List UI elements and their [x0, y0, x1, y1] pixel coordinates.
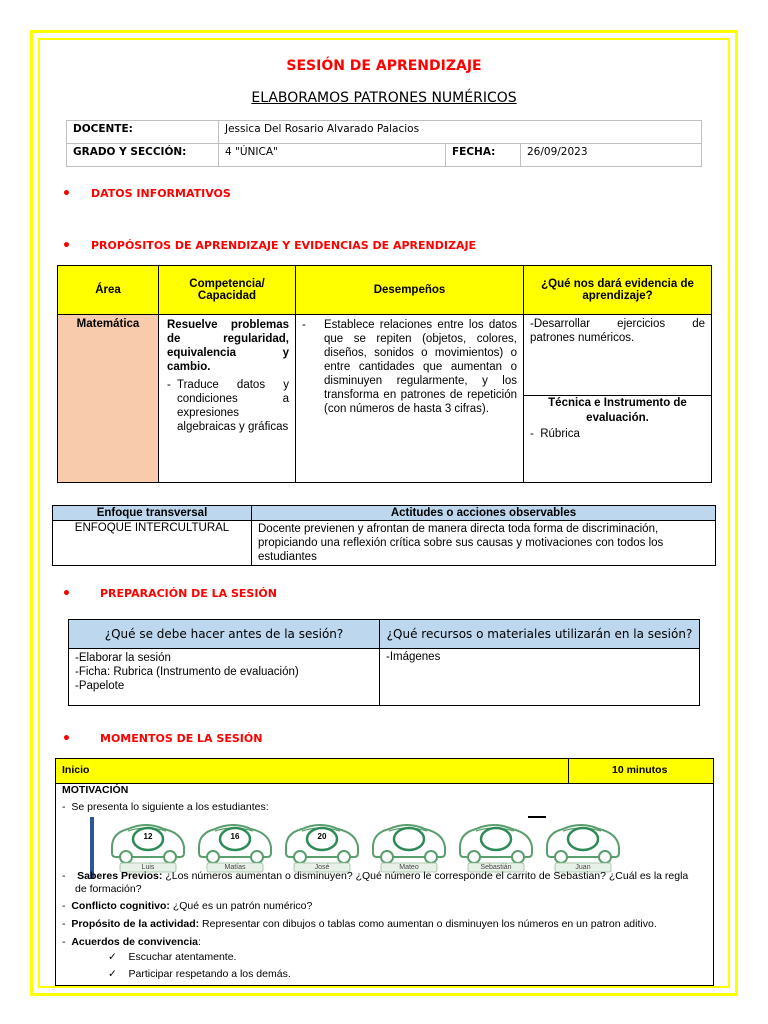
fecha-label: FECHA:	[446, 144, 521, 167]
enfoque-table	[52, 505, 716, 566]
tecnica-title: Técnica e Instrumento de evaluación.	[548, 397, 687, 424]
grado-value: 4 "ÚNICA"	[219, 144, 446, 167]
desempeno-text: Establece relaciones entre los datos que se repiten (objetos, colores, diseños, sonidos o movimientos) o entre cantidades que aumentan o disminuyen regularmente, y los transforma en patrones de repetición (con números de hasta 3 cifras).	[324, 319, 517, 415]
bullet-icon: •	[62, 586, 71, 602]
page-title: SESIÓN DE APRENDIZAJE	[286, 58, 482, 74]
acuerdos-line: - Acuerdos de convivencia:	[62, 936, 201, 948]
fecha-value: 26/09/2023	[521, 144, 702, 167]
desempeno-item: - Establece relaciones entre los datos que se repiten (objetos, colores, diseños, sonidos o movimientos) o entre cantidades que aumentan o disminuyen regularmente, y los transforma en patrones de repetición (con números de hasta 3 cifras).	[302, 319, 517, 415]
proposito-text: Representar con dibujos o tablas como aumentan o disminuyen los números en un patron aditivo.	[202, 918, 657, 930]
conflicto-text: ¿Qué es un patrón numérico?	[172, 900, 313, 912]
car-number: 12	[143, 832, 153, 841]
presenta-value: Se presenta lo siguiente a los estudiantes:	[71, 801, 269, 813]
proposito-label: Propósito de la actividad:	[71, 918, 200, 930]
section-datos-label: DATOS INFORMATIVOS	[91, 187, 231, 200]
bullet-icon: •	[62, 238, 71, 254]
acuerdo-item	[108, 968, 291, 980]
check-icon: ✓	[108, 968, 117, 980]
tecnica-item: - Rúbrica	[530, 428, 580, 440]
presenta-text: - Se presenta lo siguiente a los estudiantes:	[62, 801, 269, 813]
car-name: Juan	[575, 864, 591, 871]
section-propositos-label: PROPÓSITOS DE APRENDIZAJE Y EVIDENCIAS DE APRENDIZAJE	[91, 239, 477, 252]
antes-item: -Elaborar la sesión	[75, 652, 171, 664]
car-name: Luis	[141, 864, 155, 871]
tecnica-value: Rúbrica	[540, 428, 580, 440]
grado-label: GRADO Y SECCIÓN:	[67, 144, 219, 167]
actitud-value: Docente previenen y afrontan de manera directa toda forma de discriminación, propiciando una reflexión crítica sobre sus causas y motivaciones con todos los estudiantes	[252, 521, 716, 566]
car-name: Matías	[224, 864, 246, 871]
capacidad-text: Traduce datos y condiciones a expresiones algebraicas y gráficas	[177, 379, 289, 433]
car-number: 16	[230, 832, 240, 841]
saberes-label: Saberes Previos:	[77, 870, 163, 882]
page-subtitle: ELABORAMOS PATRONES NUMÉRICOS	[251, 90, 517, 106]
area-value: Matemática	[58, 315, 159, 483]
conflicto-line: - Conflicto cognitivo: ¿Qué es un patrón numérico?	[62, 900, 313, 912]
info-table	[66, 120, 702, 167]
header-desempenos: Desempeños	[296, 266, 524, 315]
docente-value: Jessica Del Rosario Alvarado Palacios	[219, 121, 702, 144]
tiempo-label: 10 minutos	[612, 764, 668, 776]
header-actitudes: Actitudes o acciones observables	[252, 506, 716, 521]
evidencia-text: -Desarrollar ejercicios de patrones numéricos.	[524, 315, 711, 396]
competencia-text: Resuelve problemas de regularidad, equivalencia y cambio.	[167, 319, 289, 373]
docente-label: DOCENTE:	[67, 121, 219, 144]
antes-item: -Papelote	[75, 680, 125, 692]
inicio-label: Inicio	[62, 764, 90, 776]
saberes-line: - Saberes Previos: ¿Los números aumentan o disminuyen? ¿Qué número le corresponde el carrito de Sebastian? ¿Cuál es la regla	[62, 870, 689, 882]
header-antes: ¿Qué se debe hacer antes de la sesión?	[69, 620, 380, 649]
capacidad-item: - Traduce datos y condiciones a expresiones algebraicas y gráficas	[167, 379, 289, 433]
header-evidencia: ¿Qué nos dará evidencia de aprendizaje?	[524, 266, 712, 315]
momentos-header	[56, 759, 713, 784]
acuerdo-item	[108, 951, 236, 963]
antes-item: -Ficha: Rubrica (Instrumento de evaluación)	[75, 666, 299, 678]
car-name: José	[314, 864, 330, 871]
cars-illustration	[106, 817, 626, 873]
recursos-value: -Imágenes	[380, 649, 700, 706]
header-recursos: ¿Qué recursos o materiales utilizarán en la sesión?	[380, 620, 700, 649]
acuerdos-label: Acuerdos de convivencia	[71, 936, 198, 948]
header-enfoque: Enfoque transversal	[53, 506, 252, 521]
car-name: Mateo	[399, 864, 419, 871]
header-competencia: Competencia/ Capacidad	[159, 266, 296, 315]
check-icon: ✓	[108, 951, 117, 963]
section-momentos-label: MOMENTOS DE LA SESIÓN	[100, 732, 263, 745]
acuerdo-text: Escuchar atentamente.	[128, 951, 237, 963]
preparacion-table	[68, 619, 700, 706]
motivacion-label: MOTIVACIÓN	[62, 784, 129, 796]
conflicto-label: Conflicto cognitivo:	[71, 900, 170, 912]
car-name: Sebastián	[480, 864, 512, 871]
bullet-icon: •	[62, 731, 71, 747]
section-preparacion-label: PREPARACIÓN DE LA SESIÓN	[100, 587, 277, 600]
propositos-table	[57, 265, 712, 483]
momentos-table	[55, 758, 714, 986]
bullet-icon: •	[62, 186, 71, 202]
saberes-line-2: de formación?	[75, 883, 142, 895]
saberes-text: ¿Los números aumentan o disminuyen? ¿Qué número le corresponde el carrito de Sebastian? ¿Cuál es la regla	[165, 870, 689, 882]
car-number: 20	[317, 832, 327, 841]
header-area: Área	[58, 266, 159, 315]
enfoque-value: ENFOQUE INTERCULTURAL	[53, 521, 252, 566]
proposito-line: - Propósito de la actividad: Representar con dibujos o tablas como aumentan o disminuyen los números en un patron aditivo.	[62, 918, 657, 930]
acuerdo-text: Participar respetando a los demás.	[128, 968, 291, 980]
